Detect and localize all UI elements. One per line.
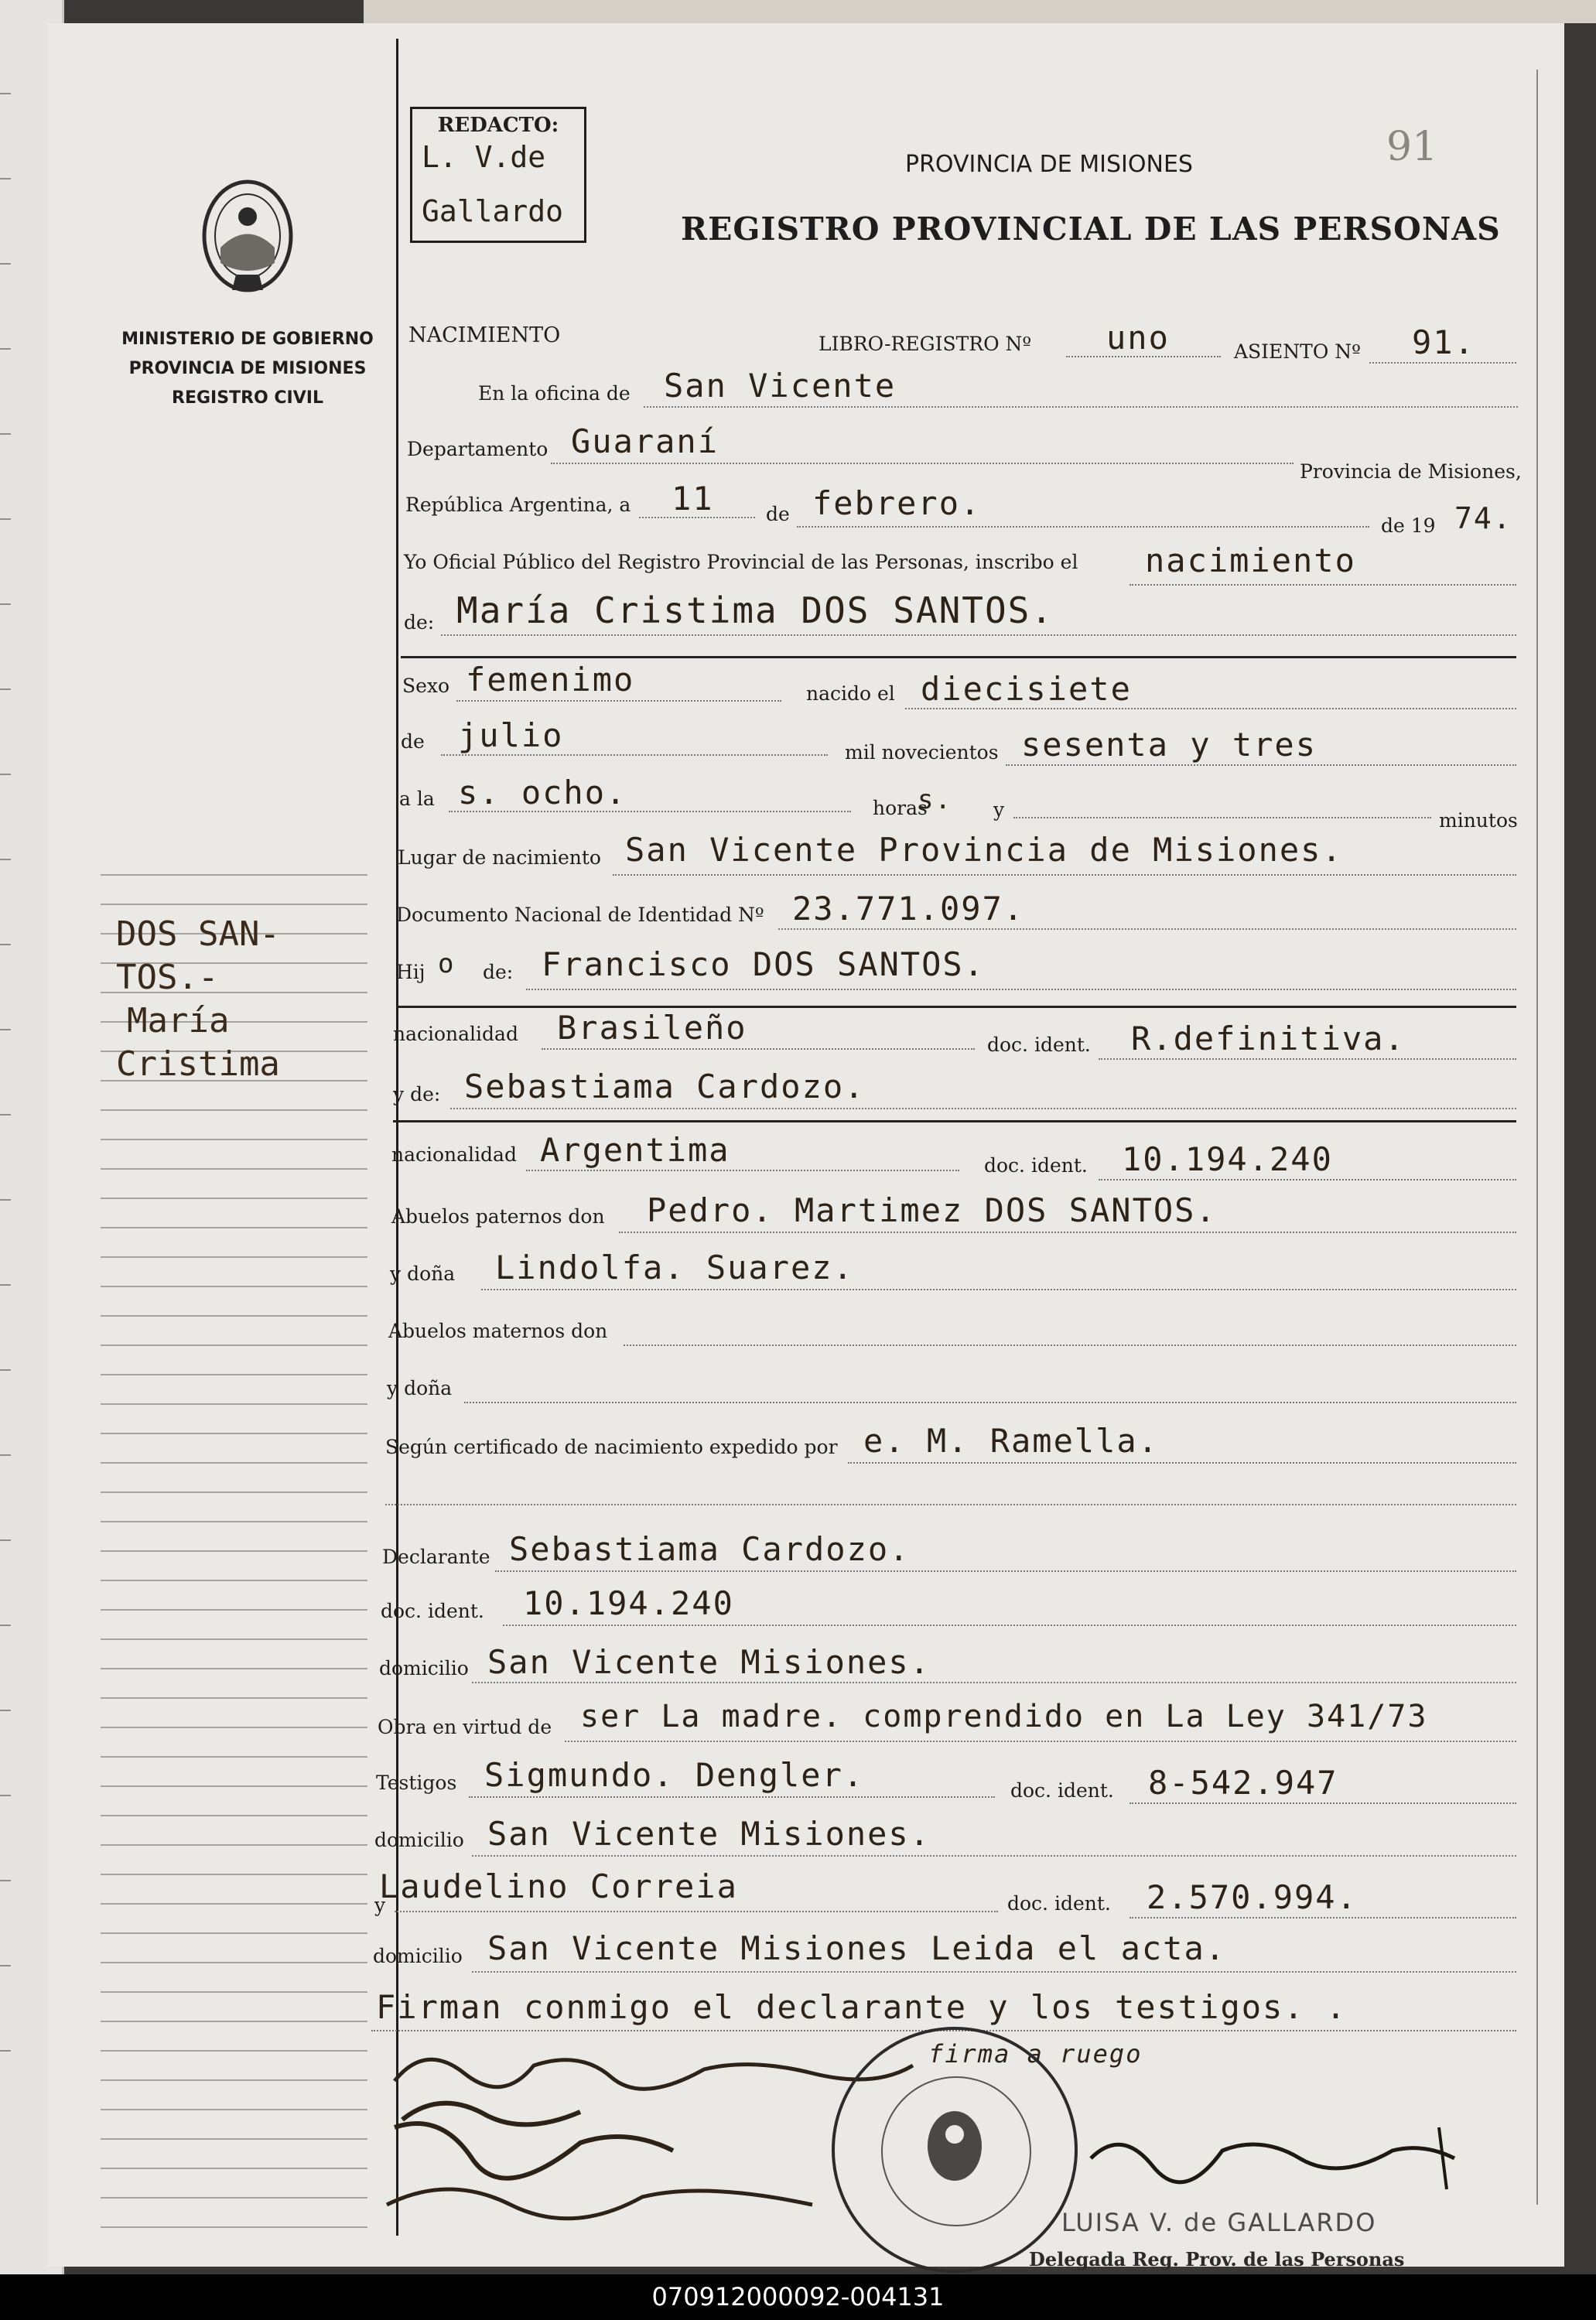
obra-value: ser La madre. comprendido en La Ley 341/73 — [580, 1699, 1428, 1734]
a-la-label: a la — [399, 788, 435, 810]
folio-number: 91 — [1386, 124, 1438, 170]
nacido-label: nacido el — [806, 682, 895, 705]
margin-ruled-line — [101, 1991, 367, 1993]
y-label: y — [374, 1894, 386, 1916]
certificado-value: e. M. Ramella. — [863, 1422, 1160, 1460]
sexo-value: femenimo — [466, 661, 635, 699]
horas-value: s. — [918, 784, 952, 815]
testigo1-value: Sigmundo. Dengler. — [484, 1756, 865, 1794]
redacto-initials: L. V.de — [422, 140, 546, 174]
margin-ruled-line — [101, 1286, 367, 1287]
dia-value: 11 — [672, 480, 714, 518]
testigo1-doc-value: 8-542.947 — [1148, 1764, 1338, 1802]
margin-name-line: Cristima — [116, 1044, 280, 1084]
provincial-coat-of-arms-icon — [197, 174, 298, 298]
nombre-value: María Cristima DOS SANTOS. — [456, 589, 1054, 631]
margin-ruled-line — [101, 1638, 367, 1640]
page-title: REGISTRO PROVINCIAL DE LAS PERSONAS — [681, 210, 1501, 248]
abuela-paterna-value: Lindolfa. Suarez. — [495, 1249, 854, 1286]
margin-ruled-line — [101, 1727, 367, 1728]
margin-ruled-line — [101, 1315, 367, 1317]
lugar-label: Lugar de nacimiento — [398, 846, 601, 869]
margin-name-line: TOS.- — [116, 958, 219, 997]
margin-ruled-line — [101, 2226, 367, 2228]
margin-ruled-line — [101, 1932, 367, 1934]
margin-ruled-line — [101, 1403, 367, 1405]
abuelo-paterno-value: Pedro. Martimez DOS SANTOS. — [647, 1191, 1217, 1229]
margin-ruled-line — [101, 2050, 367, 2052]
margin-ruled-line — [101, 1227, 367, 1228]
certificado-label: Según certificado de nacimiento expedido por — [385, 1436, 838, 1458]
obra-label: Obra en virtud de — [378, 1716, 552, 1738]
yo-oficial-label: Yo Oficial Público del Registro Provincial de las Personas, inscribo el — [404, 551, 1078, 573]
nacido-value: diecisiete — [921, 670, 1132, 708]
y-dona-label: y doña — [387, 1377, 453, 1399]
page-right-edge-line — [1536, 70, 1538, 2205]
libro-label: LIBRO-REGISTRO Nº — [819, 333, 1032, 355]
sexo-label: Sexo — [402, 675, 450, 697]
mil-novecientos-label: mil novecientos — [845, 741, 999, 764]
doc-madre-value: 10.194.240 — [1122, 1140, 1333, 1178]
margin-ruled-line — [101, 1521, 367, 1522]
doc-padre-value: R.definitiva. — [1131, 1020, 1406, 1057]
margin-ruled-line — [101, 1345, 367, 1346]
doc-ident-label: doc. ident. — [1007, 1892, 1111, 1915]
margin-ruled-line — [101, 1697, 367, 1699]
y-de-label: y de: — [393, 1083, 441, 1105]
oficina-value: San Vicente — [664, 367, 897, 405]
anio-value: 74. — [1454, 501, 1512, 535]
testigo1-domicilio-value: San Vicente Misiones. — [487, 1815, 931, 1853]
inscribo-value: nacimiento — [1145, 542, 1356, 579]
dni-value: 23.771.097. — [792, 890, 1025, 928]
redacto-label: REDACTO: — [437, 114, 559, 137]
margin-ruled-line — [101, 1962, 367, 1963]
ministry-line: MINISTERIO DE GOBIERNO — [121, 330, 374, 349]
de-label: de — [766, 503, 790, 525]
margin-ruled-line — [101, 2168, 367, 2169]
margin-ruled-line — [101, 1462, 367, 1464]
testigo2-value: Laudelino Correia — [379, 1867, 738, 1905]
typed-officer-name: LUISA V. de GALLARDO — [1061, 2208, 1377, 2237]
closing-statement: Firman conmigo el declarante y los testigos. . — [376, 1988, 1348, 2026]
margin-ruled-line — [101, 2079, 367, 2081]
margin-name-line: DOS SAN- — [116, 914, 280, 954]
mes-value: febrero. — [812, 484, 982, 522]
testigos-signatures — [379, 2112, 843, 2228]
de-label: de: — [404, 611, 435, 634]
libro-value: uno — [1106, 319, 1170, 357]
margin-ruled-line — [101, 1256, 367, 1258]
nacionalidad-padre-value: Brasileño — [557, 1009, 747, 1047]
hijo-de-label: de: — [483, 961, 514, 983]
de-label: de — [401, 730, 425, 753]
margin-ruled-line — [101, 1198, 367, 1199]
asiento-label: ASIENTO Nº — [1234, 340, 1361, 363]
madre-value: Sebastiama Cardozo. — [464, 1068, 866, 1105]
section-label: NACIMIENTO — [408, 323, 561, 347]
y-dona-label: y doña — [390, 1263, 456, 1285]
domicilio-label: domicilio — [373, 1945, 463, 1967]
doc-ident-label: doc. ident. — [987, 1034, 1091, 1056]
declarante-label: Declarante — [382, 1546, 490, 1568]
registry-line: REGISTRO CIVIL — [172, 388, 323, 408]
nacionalidad-label: nacionalidad — [391, 1143, 517, 1166]
doc-ident-label: doc. ident. — [1010, 1779, 1114, 1802]
domicilio-label: domicilio — [379, 1657, 469, 1679]
padre-value: Francisco DOS SANTOS. — [542, 945, 986, 983]
header-province: PROVINCIA DE MISIONES — [905, 151, 1193, 178]
anio-nacimiento-value: sesenta y tres — [1021, 726, 1317, 764]
margin-ruled-line — [101, 2138, 367, 2140]
minutos-label: minutos — [1439, 809, 1518, 832]
hijo-label: Hij — [396, 961, 425, 983]
margin-ruled-line — [101, 1550, 367, 1552]
margin-ruled-line — [101, 1109, 367, 1111]
testigo2-domicilio-value: San Vicente Misiones Leida el acta. — [487, 1929, 1227, 1967]
mes-nacimiento-value: julio — [458, 716, 564, 754]
asiento-value: 91. — [1412, 323, 1475, 361]
province-line: PROVINCIA DE MISIONES — [128, 359, 367, 378]
stamp-emblem-icon — [835, 2030, 1075, 2270]
lugar-value: San Vicente Provincia de Misiones. — [625, 831, 1343, 869]
doc-ident-label: doc. ident. — [984, 1154, 1088, 1177]
typed-officer-role: Delegada Reg. Prov. de las Personas — [1029, 2248, 1405, 2270]
oficina-label: En la oficina de — [478, 382, 631, 405]
margin-ruled-line — [101, 2109, 367, 2110]
redacto-box — [410, 107, 586, 243]
departamento-label: Departamento — [407, 438, 549, 460]
y-label: y — [993, 798, 1005, 821]
margin-ruled-line — [101, 1756, 367, 1758]
republica-label: República Argentina, a — [405, 494, 631, 516]
margin-ruled-line — [101, 2021, 367, 2022]
margin-divider-line — [396, 39, 398, 2236]
margin-ruled-line — [101, 904, 367, 905]
hijo-suffix: o — [438, 948, 456, 979]
margin-ruled-line — [101, 1874, 367, 1875]
margin-ruled-line — [101, 1903, 367, 1905]
redacto-surname: Gallardo — [422, 194, 564, 228]
ministry-heading — [116, 325, 379, 413]
margin-ruled-line — [101, 1139, 367, 1140]
margin-ruled-line — [101, 1609, 367, 1611]
margin-ruled-line — [101, 1844, 367, 1846]
provincia-label: Provincia de Misiones, — [1300, 460, 1522, 483]
declarante-value: Sebastiama Cardozo. — [509, 1530, 911, 1568]
margin-ruled-line — [101, 1491, 367, 1493]
margin-ruled-line — [101, 1433, 367, 1434]
margin-ruled-line — [101, 1374, 367, 1375]
margin-ruled-line — [101, 1168, 367, 1170]
de19-label: de 19 — [1381, 514, 1436, 537]
firma-a-ruego-note: firma a ruego — [928, 2039, 1143, 2069]
document-id: 070912000092-004131 — [651, 2282, 945, 2311]
horas-label: horas — [873, 797, 928, 819]
nacionalidad-madre-value: Argentima — [540, 1131, 730, 1169]
margin-ruled-line — [101, 1580, 367, 1581]
dni-label: Documento Nacional de Identidad Nº — [396, 904, 764, 926]
domicilio-label: domicilio — [374, 1829, 464, 1851]
oficial-signature — [1083, 2112, 1470, 2197]
nacionalidad-label: nacionalidad — [393, 1023, 518, 1045]
footer-bar — [0, 2274, 1596, 2320]
testigo2-doc-value: 2.570.994. — [1147, 1878, 1358, 1916]
official-stamp — [832, 2027, 1078, 2273]
departamento-value: Guaraní — [571, 422, 719, 460]
margin-ruled-line — [101, 874, 367, 876]
abuelos-paternos-label: Abuelos paternos don — [391, 1205, 605, 1228]
margin-name-line: María — [127, 1001, 230, 1040]
margin-ruled-line — [101, 1815, 367, 1816]
margin-ruled-line — [101, 1785, 367, 1787]
book-cover-band — [364, 0, 1596, 23]
margin-ruled-line — [101, 2197, 367, 2199]
doc-declarante-value: 10.194.240 — [523, 1584, 734, 1622]
hora-value: s. ocho. — [458, 774, 627, 811]
abuelos-maternos-label: Abuelos maternos don — [388, 1320, 608, 1342]
testigos-label: Testigos — [376, 1772, 457, 1794]
doc-ident-label: doc. ident. — [381, 1600, 484, 1622]
margin-ruled-line — [101, 1668, 367, 1669]
margin-annotation-name — [116, 913, 379, 1086]
domicilio-declarante-value: San Vicente Misiones. — [487, 1643, 931, 1681]
